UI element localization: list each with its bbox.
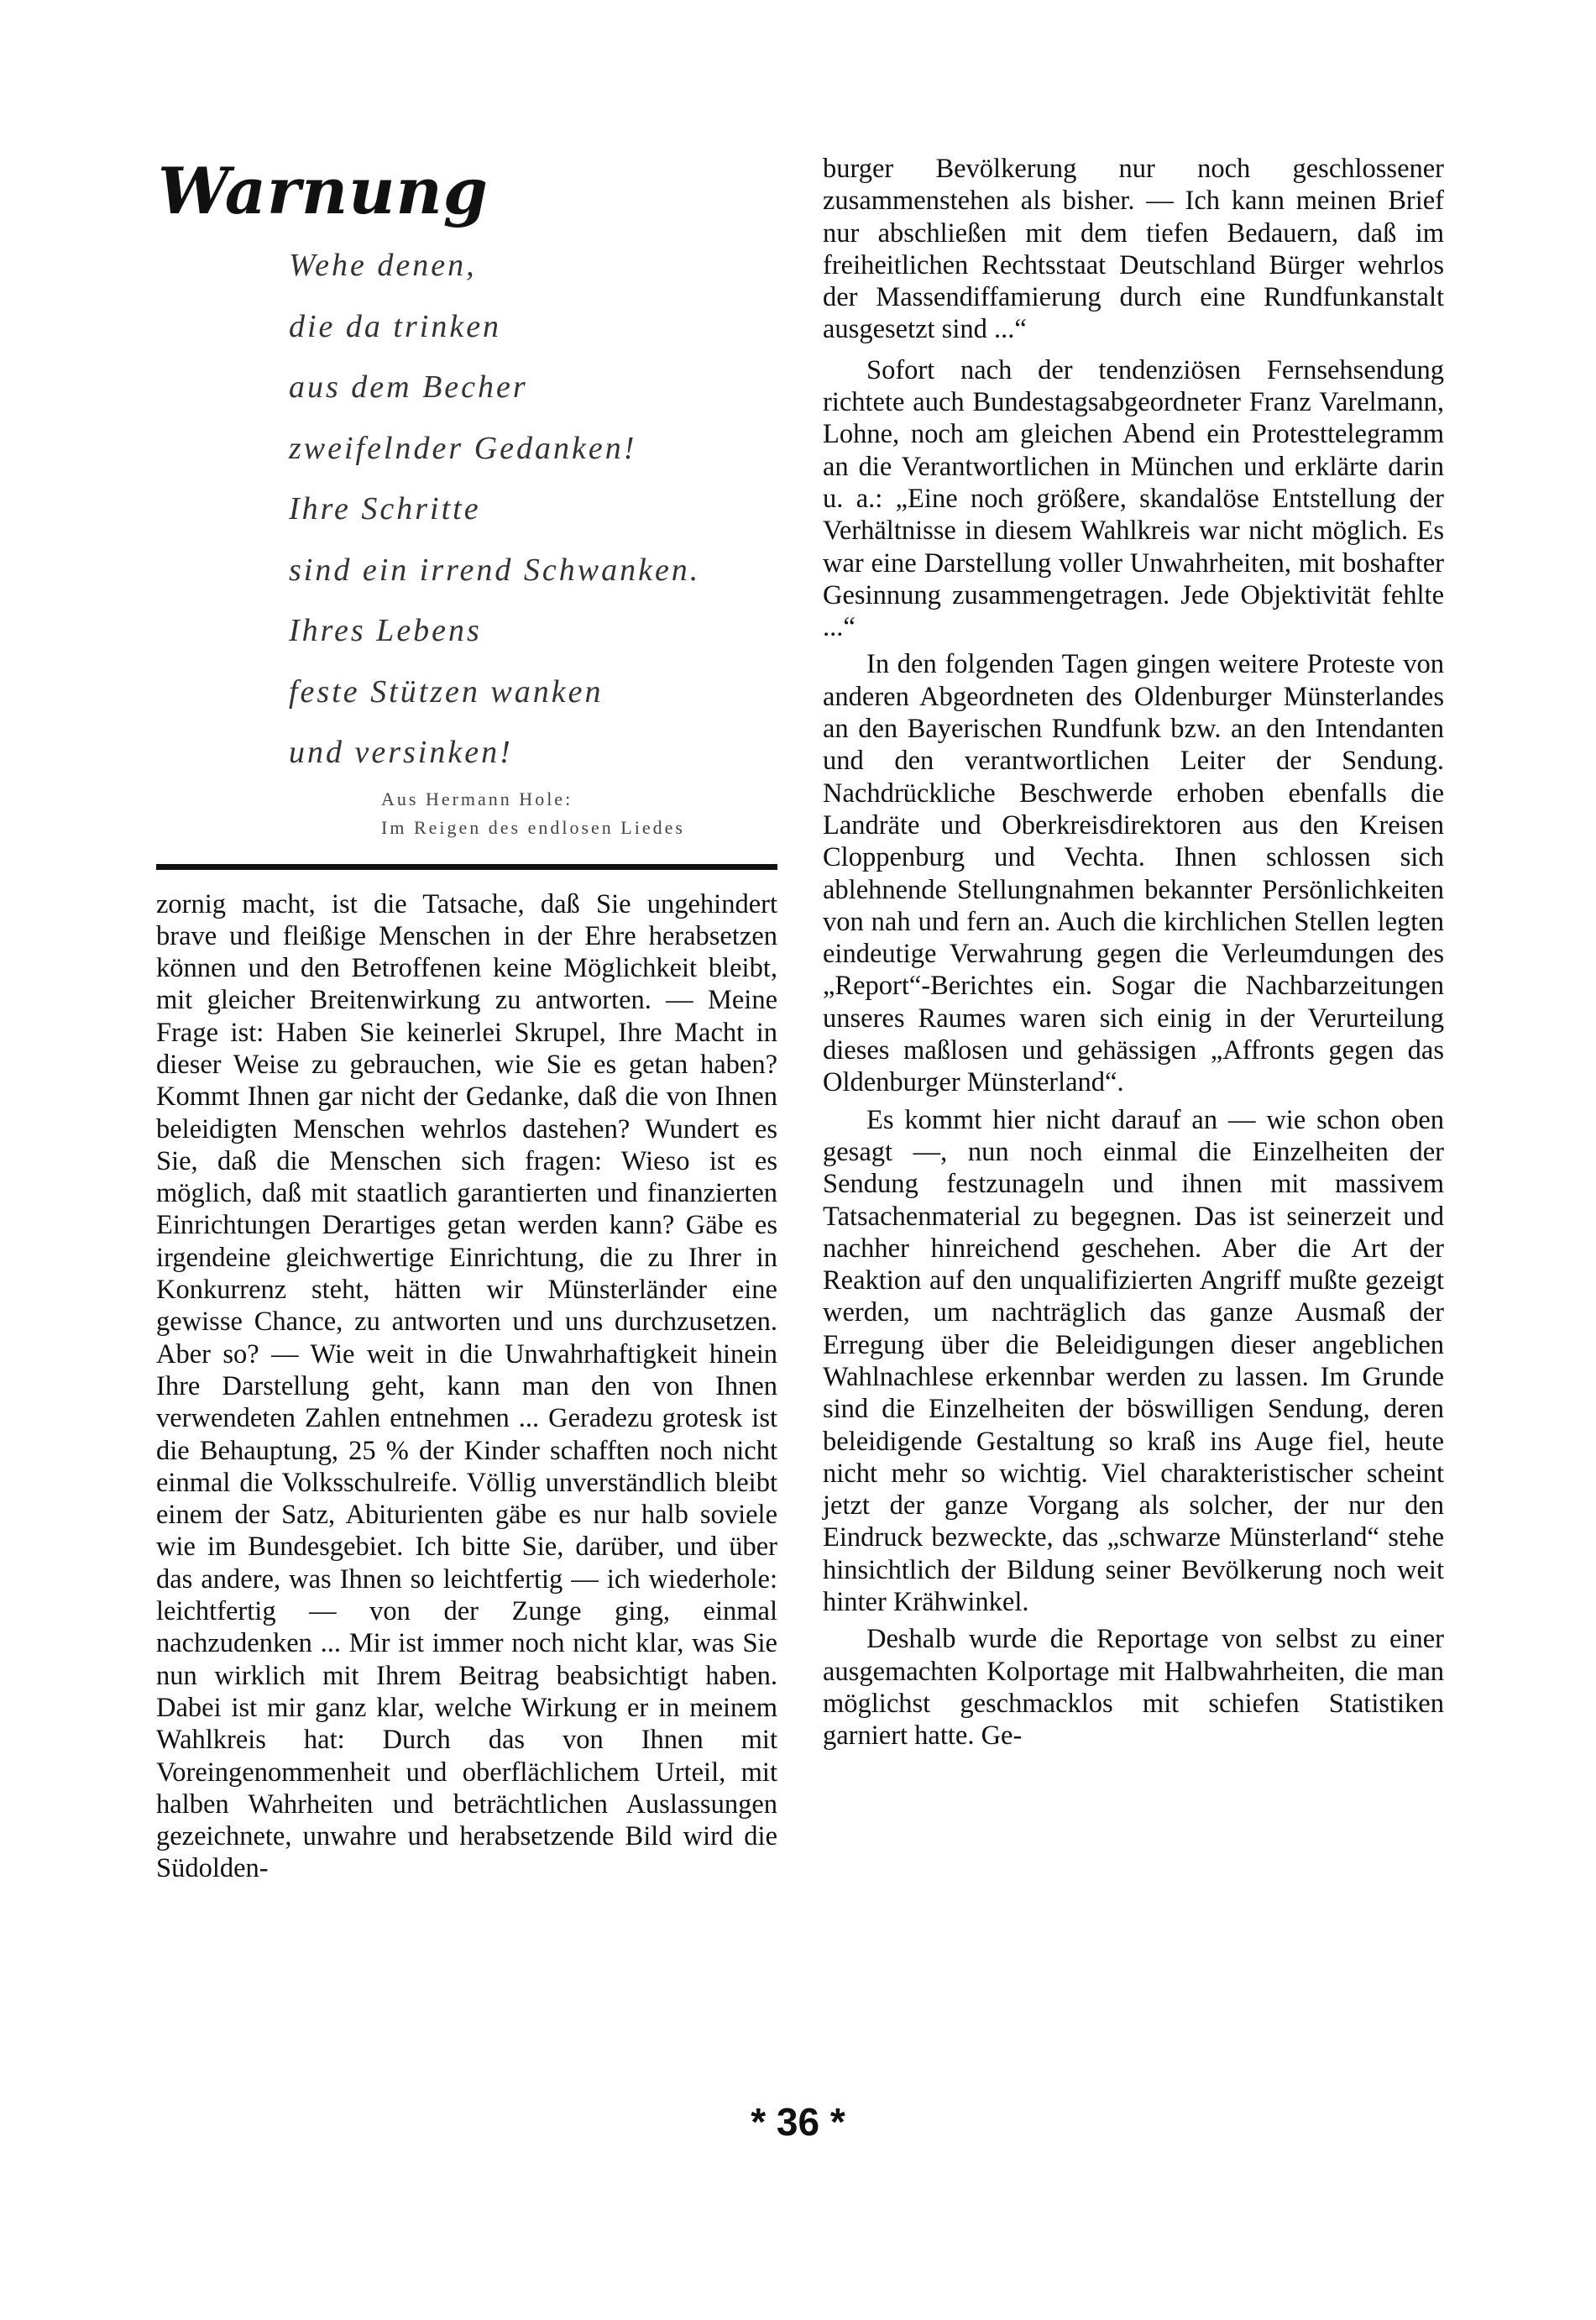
poem-line: Wehe denen, <box>289 248 477 283</box>
left-column-paragraph: zornig macht, ist die Tatsache, daß Sie ungehindert brave und fleißige Menschen in der Ehre herabsetzen können und den Betroffenen keine Möglichkeit bleibt, mit gleicher Breitenwirkung zu antworten. — Meine Frage ist: Haben Sie keinerlei Skrupel, Ihre Macht in dieser Weise zu gebrauchen, wie Sie es getan haben? Kommt Ihnen gar nicht der Gedanke, daß die von Ihnen beleidigten Menschen wehrlos dastehen? Wundert es Sie, daß die Menschen sich fragen: Wieso ist es möglich, daß mit staatlich garantierten und finanzierten Einrichtungen Derartiges getan werden kann? Gäbe es irgendeine gleichwertige Einrichtung, die zu Ihrer in Konkurrenz steht, hätten wir Münsterländer eine gewisse Chance, zu antworten und uns durchzusetzen. Aber so? — Wie weit in die Unwahrhaftigkeit hinein Ihre Darstellung geht, kann man den von Ihnen verwendeten Zahlen entnehmen ... Geradezu grotesk ist die Behauptung, 25 % der Kinder schafften noch nicht einmal die Volksschulreife. Völlig unverständlich bleibt einem der Satz, Abiturienten gäbe es nur halb soviele wie im Bundesgebiet. Ich bitte Sie, darüber, und über das andere, was Ihnen so leichtfertig — ich wiederhole: leichtfertig — von der Zunge ging, einmal nachzudenken ... Mir ist immer noch nicht klar, was Sie nun wirklich mit Ihrem Beitrag beabsichtigt haben. Dabei ist mir ganz klar, welche Wirkung er in meinem Wahlkreis hat: Durch das von Ihnen mit Voreingenommenheit und oberflächlichem Urteil, mit halben Wahrheiten und beträchtlichen Auslassungen gezeichnete, unwahre und herabsetzende Bild wird die Südolden- <box>156 888 777 1884</box>
poem <box>289 235 777 783</box>
left-column <box>156 151 777 1885</box>
article-heading: Warnung <box>158 154 489 228</box>
attribution-author: Aus Hermann Hole: <box>381 788 573 809</box>
poem-line: aus dem Becher <box>289 369 528 405</box>
poem-line: die da trinken <box>289 308 502 344</box>
right-column-paragraph: Sofort nach der tendenziösen Fernsehsendung richtete auch Bundestagsabgeordneter Franz Varelmann, Lohne, noch am gleichen Abend ein Protesttelegramm an die Verantwortlichen in München und erklärte darin u. a.: „Eine noch größere, skandalöse Entstellung der Verhältnisse in diesem Wahlkreis war nicht möglich. Es war eine Darstellung voller Unwahrheiten, mit boshafter Gesinnung zusammengetragen. Jede Objektivität fehlte ...“ <box>823 354 1444 643</box>
right-column-paragraph: In den folgenden Tagen gingen weitere Proteste von anderen Abgeordneten des Oldenburger Münsterlandes an den Bayerischen Rundfunk bzw. an den Intendanten und den verantwortlichen Leiter der Sendung. Nachdrückliche Beschwerde erhoben ebenfalls die Landräte und Oberkreisdirektoren aus den Kreisen Cloppenburg und Vechta. Ihnen schlossen sich ablehnende Stellungnahmen bekannter Persönlichkeiten von nah und fern an. Auch die kirchlichen Stellen legten eindeutige Verwahrung gegen die Verleumdungen des „Report“-Berichtes ein. Sogar die Nachbarzeitungen unseres Raumes waren sich einig in der Verurteilung dieses maßlosen und gehässigen „Affronts gegen das Oldenburger Münsterland“. <box>823 649 1444 1098</box>
section-divider <box>156 864 777 870</box>
poem-line: und versinken! <box>289 735 513 770</box>
right-column-paragraph: Es kommt hier nicht darauf an — wie schon oben gesagt —, nun noch einmal die Einzelheiten der Sendung festzunageln und ihnen mit massivem Tatsachenmaterial zu begegnen. Das ist seinerzeit und nachher hinreichend geschehen. Aber die Art der Reaktion auf den unqualifizierten Angriff mußte gezeigt werden, um nachträglich das ganze Ausmaß der Erregung über die Beleidigungen dieser angeblichen Wahlnachlese erkennbar werden zu lassen. Im Grunde sind die Einzelheiten der böswilligen Sendung, deren beleidigende Gestaltung so kraß ins Auge fiel, heute nicht mehr so wichtig. Viel charakteristischer scheint jetzt der ganze Vorgang als solcher, der nur den Eindruck bezweckte, das „schwarze Münsterland“ stehe hinsichtlich der Bildung seiner Bevölkerung noch weit hinter Krähwinkel. <box>823 1104 1444 1618</box>
poem-line: zweifelnder Gedanken! <box>289 430 637 466</box>
right-column <box>823 153 1444 1757</box>
poem-line: sind ein irrend Schwanken. <box>289 552 701 588</box>
page-number: * 36 * <box>751 2100 845 2144</box>
attribution-source: Im Reigen des endlosen Liedes <box>381 816 685 838</box>
poem-line: Ihres Lebens <box>289 613 482 648</box>
poem-attribution <box>381 785 777 842</box>
right-column-paragraph: Deshalb wurde die Reportage von selbst zu einer ausgemachten Kolportage mit Halbwahrheiten, die man möglichst geschmacklos mit schiefen Statistiken garniert hatte. Ge- <box>823 1624 1444 1752</box>
right-column-paragraph: burger Bevölkerung nur noch geschlossener zusammenstehen als bisher. — Ich kann meinen Brief nur abschließen mit dem tiefen Bedauern, daß im freiheitlichen Rechtsstaat Deutschland Bürger wehrlos der Massendiffamierung durch eine Rundfunkanstalt ausgesetzt sind ...“ <box>823 154 1444 345</box>
poem-line: feste Stützen wanken <box>289 673 604 710</box>
poem-line: Ihre Schritte <box>289 491 481 526</box>
